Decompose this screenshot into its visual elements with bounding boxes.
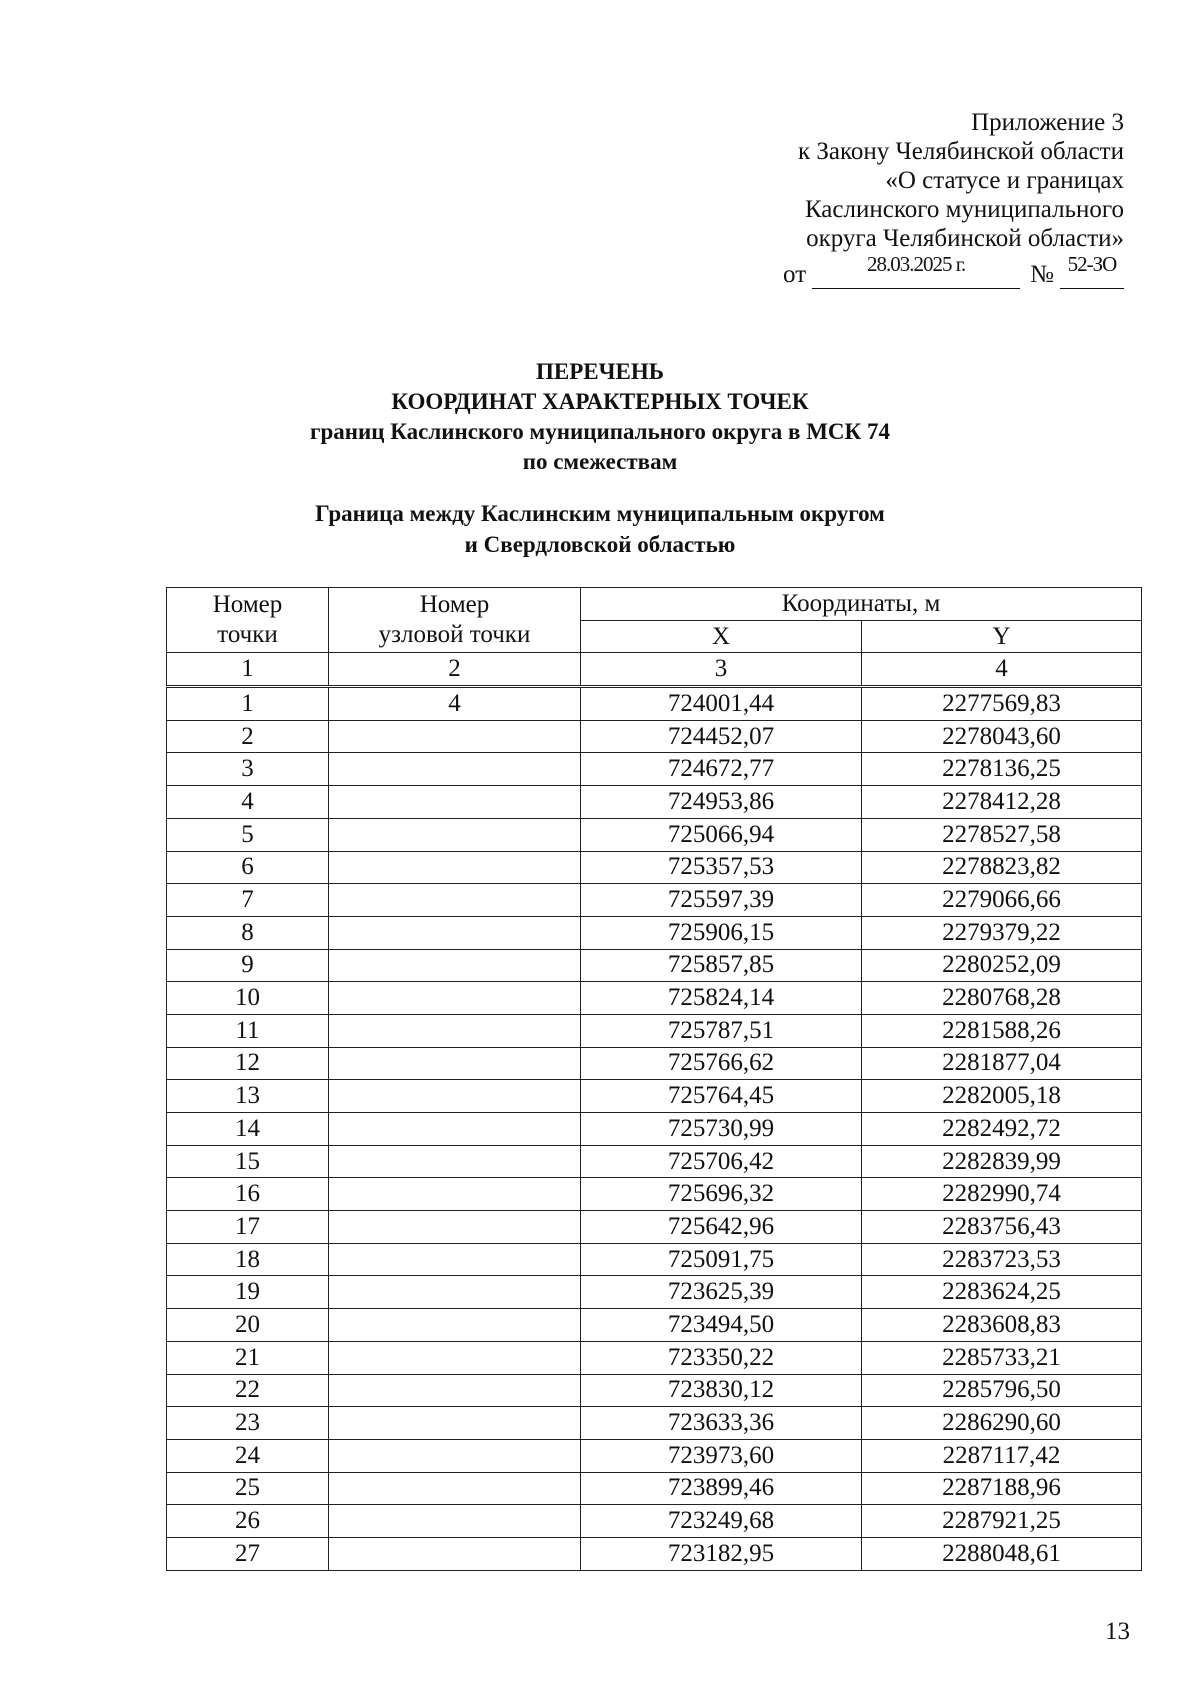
- y-coordinate-cell: 2279066,66: [862, 884, 1142, 917]
- node-number-cell: [329, 851, 581, 884]
- point-number-cell: 23: [167, 1407, 329, 1440]
- table-row: [167, 1145, 1142, 1178]
- node-number-cell: [329, 1014, 581, 1047]
- table-row: [167, 982, 1142, 1015]
- column-index: 2: [329, 653, 581, 687]
- node-number-cell: [329, 949, 581, 982]
- point-number-cell: 2: [167, 720, 329, 753]
- header-node-number: [329, 588, 581, 653]
- point-number-cell: 24: [167, 1439, 329, 1472]
- x-coordinate-cell: 723899,46: [581, 1472, 862, 1505]
- y-coordinate-cell: 2279379,22: [862, 916, 1142, 949]
- point-number-cell: 22: [167, 1374, 329, 1407]
- table-row: [167, 720, 1142, 753]
- title-line: ПЕРЕЧЕНЬ: [536, 359, 664, 384]
- node-number-cell: [329, 1439, 581, 1472]
- y-coordinate-cell: 2283608,83: [862, 1309, 1142, 1342]
- node-number-cell: 4: [329, 687, 581, 721]
- y-coordinate-cell: 2282990,74: [862, 1178, 1142, 1211]
- table-row: [167, 1178, 1142, 1211]
- point-number-cell: 14: [167, 1113, 329, 1146]
- table-row: [167, 1407, 1142, 1440]
- header-text: Номер: [212, 591, 283, 619]
- point-number-cell: 26: [167, 1505, 329, 1538]
- x-coordinate-cell: 723494,50: [581, 1309, 862, 1342]
- table-row: [167, 1341, 1142, 1374]
- y-coordinate-cell: 2287921,25: [862, 1505, 1142, 1538]
- point-number-cell: 11: [167, 1014, 329, 1047]
- node-number-cell: [329, 1309, 581, 1342]
- x-coordinate-cell: 723182,95: [581, 1537, 862, 1570]
- x-coordinate-cell: 725730,99: [581, 1113, 862, 1146]
- y-coordinate-cell: 2285733,21: [862, 1341, 1142, 1374]
- appendix-line: Приложение 3: [971, 109, 1124, 136]
- point-number-cell: 27: [167, 1537, 329, 1570]
- appendix-line: к Закону Челябинской области: [798, 138, 1124, 165]
- title-line: КООРДИНАТ ХАРАКТЕРНЫХ ТОЧЕК: [391, 389, 809, 414]
- point-number-cell: 4: [167, 786, 329, 819]
- node-number-cell: [329, 1341, 581, 1374]
- point-number-cell: 21: [167, 1341, 329, 1374]
- node-number-cell: [329, 884, 581, 917]
- x-coordinate-cell: 725906,15: [581, 916, 862, 949]
- subtitle-line: и Свердловской областью: [464, 532, 736, 557]
- table-row: [167, 1472, 1142, 1505]
- table-row: [167, 1211, 1142, 1244]
- title-line: границ Каслинского муниципального округа в МСК 74: [310, 419, 890, 444]
- node-number-cell: [329, 1374, 581, 1407]
- y-coordinate-cell: 2282005,18: [862, 1080, 1142, 1113]
- node-number-cell: [329, 982, 581, 1015]
- x-coordinate-cell: 725091,75: [581, 1243, 862, 1276]
- y-coordinate-cell: 2277569,83: [862, 687, 1142, 721]
- y-coordinate-cell: 2285796,50: [862, 1374, 1142, 1407]
- point-number-cell: 8: [167, 916, 329, 949]
- table-row: [167, 1047, 1142, 1080]
- point-number-cell: 25: [167, 1472, 329, 1505]
- x-coordinate-cell: 725764,45: [581, 1080, 862, 1113]
- node-number-cell: [329, 1537, 581, 1570]
- node-number-cell: [329, 1472, 581, 1505]
- table-row: [167, 1439, 1142, 1472]
- y-coordinate-cell: 2278136,25: [862, 753, 1142, 786]
- x-coordinate-cell: 725787,51: [581, 1014, 862, 1047]
- point-number-cell: 6: [167, 851, 329, 884]
- point-number-cell: 13: [167, 1080, 329, 1113]
- x-coordinate-cell: 723249,68: [581, 1505, 862, 1538]
- table-row: [167, 1113, 1142, 1146]
- title-line: по смежествам: [522, 449, 678, 474]
- point-number-cell: 17: [167, 1211, 329, 1244]
- node-number-cell: [329, 720, 581, 753]
- node-number-cell: [329, 1145, 581, 1178]
- node-number-cell: [329, 1243, 581, 1276]
- y-coordinate-cell: 2282839,99: [862, 1145, 1142, 1178]
- coordinates-table: [166, 587, 1142, 1571]
- point-number-cell: 1: [167, 687, 329, 721]
- header-text: Номер: [419, 591, 490, 619]
- number-prefix: №: [1030, 261, 1054, 288]
- table-row: [167, 916, 1142, 949]
- table-row: [167, 949, 1142, 982]
- node-number-cell: [329, 1276, 581, 1309]
- node-number-cell: [329, 1407, 581, 1440]
- x-coordinate-cell: 725696,32: [581, 1178, 862, 1211]
- x-coordinate-cell: 724953,86: [581, 786, 862, 819]
- point-number-cell: 19: [167, 1276, 329, 1309]
- x-coordinate-cell: 725357,53: [581, 851, 862, 884]
- point-number-cell: 7: [167, 884, 329, 917]
- header-point-number: [167, 588, 329, 653]
- subtitle-line: Граница между Каслинским муниципальным округом: [315, 501, 885, 526]
- point-number-cell: 9: [167, 949, 329, 982]
- table-row: [167, 851, 1142, 884]
- appendix-line: Каслинского муниципального: [804, 196, 1124, 223]
- point-number-cell: 20: [167, 1309, 329, 1342]
- node-number-cell: [329, 916, 581, 949]
- y-coordinate-cell: 2282492,72: [862, 1113, 1142, 1146]
- node-number-cell: [329, 1047, 581, 1080]
- point-number-cell: 5: [167, 818, 329, 851]
- y-coordinate-cell: 2278527,58: [862, 818, 1142, 851]
- node-number-cell: [329, 1505, 581, 1538]
- point-number-cell: 12: [167, 1047, 329, 1080]
- section-subtitle: [0, 498, 1200, 560]
- page-number: 13: [1105, 1618, 1130, 1645]
- x-coordinate-cell: 725857,85: [581, 949, 862, 982]
- date-prefix: от: [783, 261, 807, 288]
- y-coordinate-cell: 2286290,60: [862, 1407, 1142, 1440]
- node-number-cell: [329, 786, 581, 819]
- table-row: [167, 1309, 1142, 1342]
- node-number-cell: [329, 1211, 581, 1244]
- y-coordinate-cell: 2278043,60: [862, 720, 1142, 753]
- x-coordinate-cell: 725642,96: [581, 1211, 862, 1244]
- y-coordinate-cell: 2283756,43: [862, 1211, 1142, 1244]
- x-coordinate-cell: 723973,60: [581, 1439, 862, 1472]
- table-row: [167, 1374, 1142, 1407]
- table-row: [167, 818, 1142, 851]
- table-row: [167, 1243, 1142, 1276]
- y-coordinate-cell: 2281588,26: [862, 1014, 1142, 1047]
- point-number-cell: 10: [167, 982, 329, 1015]
- appendix-header: [798, 108, 1124, 253]
- x-coordinate-cell: 724452,07: [581, 720, 862, 753]
- header-coordinates: Координаты, м: [581, 588, 1142, 621]
- number-field: [1060, 252, 1124, 289]
- appendix-line: округа Челябинской области»: [806, 225, 1124, 252]
- appendix-line: «О статусе и границах: [885, 167, 1124, 194]
- y-coordinate-cell: 2287117,42: [862, 1439, 1142, 1472]
- x-coordinate-cell: 725824,14: [581, 982, 862, 1015]
- x-coordinate-cell: 725766,62: [581, 1047, 862, 1080]
- y-coordinate-cell: 2283723,53: [862, 1243, 1142, 1276]
- header-text: узловой точки: [378, 621, 531, 649]
- node-number-cell: [329, 1113, 581, 1146]
- date-value: 28.03.2025 г.: [867, 252, 966, 276]
- x-coordinate-cell: 723830,12: [581, 1374, 862, 1407]
- y-coordinate-cell: 2287188,96: [862, 1472, 1142, 1505]
- header-text: точки: [217, 621, 278, 649]
- x-coordinate-cell: 725066,94: [581, 818, 862, 851]
- y-coordinate-cell: 2280768,28: [862, 982, 1142, 1015]
- table-row: [167, 753, 1142, 786]
- table-row: [167, 687, 1142, 721]
- x-coordinate-cell: 725597,39: [581, 884, 862, 917]
- column-index: 1: [167, 653, 329, 687]
- table-row: [167, 786, 1142, 819]
- x-coordinate-cell: 724001,44: [581, 687, 862, 721]
- node-number-cell: [329, 1080, 581, 1113]
- table-row: [167, 1014, 1142, 1047]
- column-index: 3: [581, 653, 862, 687]
- point-number-cell: 15: [167, 1145, 329, 1178]
- x-coordinate-cell: 725706,42: [581, 1145, 862, 1178]
- table-row: [167, 884, 1142, 917]
- table-row: [167, 1537, 1142, 1570]
- x-coordinate-cell: 723350,22: [581, 1341, 862, 1374]
- y-coordinate-cell: 2278823,82: [862, 851, 1142, 884]
- y-coordinate-cell: 2283624,25: [862, 1276, 1142, 1309]
- node-number-cell: [329, 753, 581, 786]
- column-index: 4: [862, 653, 1142, 687]
- x-coordinate-cell: 723633,36: [581, 1407, 862, 1440]
- table-row: [167, 1505, 1142, 1538]
- y-coordinate-cell: 2278412,28: [862, 786, 1142, 819]
- node-number-cell: [329, 818, 581, 851]
- document-title: [0, 357, 1200, 477]
- point-number-cell: 16: [167, 1178, 329, 1211]
- y-coordinate-cell: 2281877,04: [862, 1047, 1142, 1080]
- point-number-cell: 18: [167, 1243, 329, 1276]
- x-coordinate-cell: 723625,39: [581, 1276, 862, 1309]
- table-row: [167, 1080, 1142, 1113]
- number-value: 52-ЗО: [1067, 252, 1117, 276]
- header-y: Y: [862, 620, 1142, 653]
- date-field: [812, 252, 1020, 289]
- table-row: [167, 1276, 1142, 1309]
- header-x: X: [581, 620, 862, 653]
- node-number-cell: [329, 1178, 581, 1211]
- law-date-number: [783, 252, 1124, 289]
- point-number-cell: 3: [167, 753, 329, 786]
- y-coordinate-cell: 2280252,09: [862, 949, 1142, 982]
- y-coordinate-cell: 2288048,61: [862, 1537, 1142, 1570]
- column-index-row: [167, 653, 1142, 687]
- x-coordinate-cell: 724672,77: [581, 753, 862, 786]
